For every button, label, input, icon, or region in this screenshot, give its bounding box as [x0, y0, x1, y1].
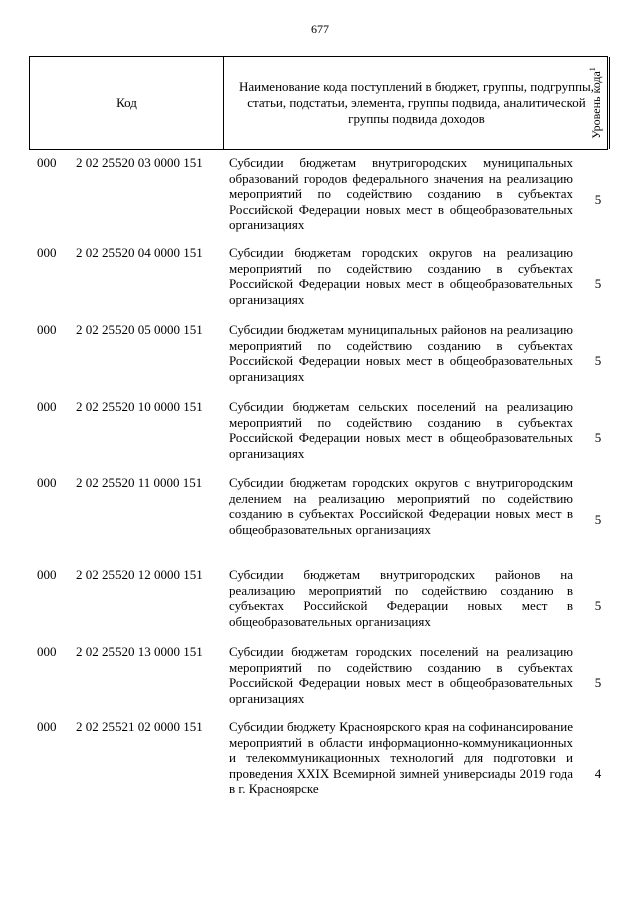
row-name: Субсидии бюджетам городских поселений на реализацию мероприятий по содействию созданию в субъектах Российской Федерации новых мест в общеобразовательных организациях: [229, 644, 573, 706]
row-level: 5: [594, 276, 602, 291]
row-level: 5: [594, 675, 602, 690]
row-budget-code: 2 02 25520 10 0000 151: [76, 399, 203, 414]
row-admin-code: 000: [37, 322, 57, 337]
row-level: 5: [594, 192, 602, 207]
row-level: 5: [594, 353, 602, 368]
header-name: Наименование кода поступлений в бюджет, группы, подгруппы, статьи, подстатьи, элемента, группы подвида, аналитической группы подвида доходов: [224, 57, 610, 149]
row-admin-code: 000: [37, 155, 57, 170]
row-name: Субсидии бюджетам внутригородских муниципальных образований городов федерального значения на реализацию мероприятий по содействию созданию в субъектах Российской Федерации новых мест в общеобразовательных организациях: [229, 155, 573, 232]
row-level: 5: [594, 430, 602, 445]
row-name: Субсидии бюджетам муниципальных районов на реализацию мероприятий по содействию созданию в субъектах Российской Федерации новых мест в общеобразовательных организациях: [229, 322, 573, 384]
row-level: 5: [594, 598, 602, 613]
header-level: [585, 57, 607, 149]
row-level: 4: [594, 766, 602, 781]
row-admin-code: 000: [37, 475, 57, 490]
row-budget-code: 2 02 25520 03 0000 151: [76, 155, 203, 170]
row-admin-code: 000: [37, 567, 57, 582]
row-admin-code: 000: [37, 399, 57, 414]
row-name: Субсидии бюджету Красноярского края на софинансирование мероприятий в области информационно-коммуникационных и телекоммуникационных технологий для подготовки и проведения XXIX Всемирной зимней универсиады 2019 года в г. Красноярске: [229, 719, 573, 796]
row-name: Субсидии бюджетам внутригородских районов на реализацию мероприятий по содействию созданию в субъектах Российской Федерации новых мест в общеобразовательных организациях: [229, 567, 573, 629]
row-name: Субсидии бюджетам сельских поселений на реализацию мероприятий по содействию созданию в субъектах Российской Федерации новых мест в общеобразовательных организациях: [229, 399, 573, 461]
row-budget-code: 2 02 25520 12 0000 151: [76, 567, 203, 582]
row-budget-code: 2 02 25520 11 0000 151: [76, 475, 203, 490]
row-budget-code: 2 02 25520 13 0000 151: [76, 644, 203, 659]
page-number: 677: [311, 22, 329, 36]
row-admin-code: 000: [37, 245, 57, 260]
row-name: Субсидии бюджетам городских округов на реализацию мероприятий по содействию созданию в субъектах Российской Федерации новых мест в общеобразовательных организациях: [229, 245, 573, 307]
header-code: Код: [30, 57, 224, 149]
table-header: [29, 56, 608, 150]
header-level-label: Уровень кода: [589, 71, 603, 139]
row-admin-code: 000: [37, 719, 57, 734]
row-budget-code: 2 02 25520 05 0000 151: [76, 322, 203, 337]
row-budget-code: 2 02 25521 02 0000 151: [76, 719, 203, 734]
row-level: 5: [594, 512, 602, 527]
header-level-footnote: 1: [588, 67, 597, 72]
row-budget-code: 2 02 25520 04 0000 151: [76, 245, 203, 260]
row-admin-code: 000: [37, 644, 57, 659]
row-name: Субсидии бюджетам городских округов с внутригородским делением на реализацию мероприятий по содействию созданию в субъектах Российской Федерации новых мест в общеобразовательных организациях: [229, 475, 573, 537]
